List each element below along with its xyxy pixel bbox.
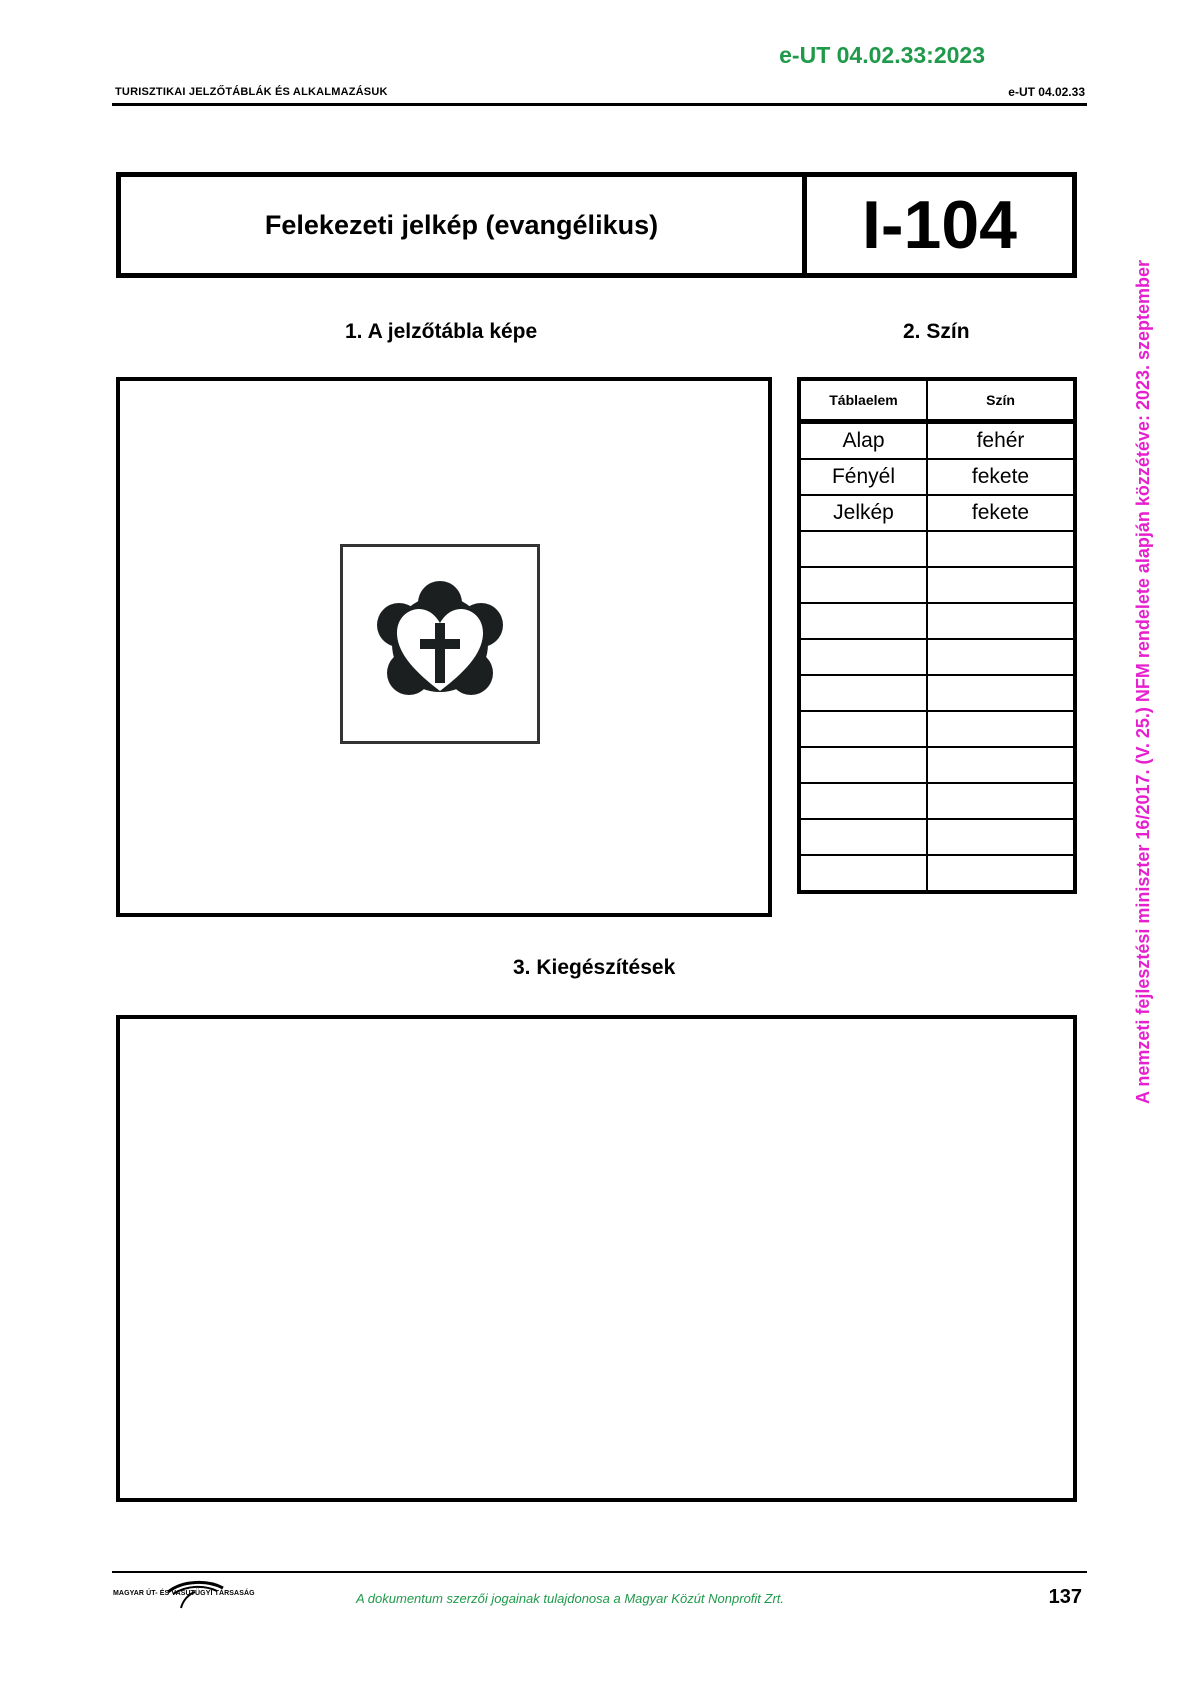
page-number: 137 — [1048, 1586, 1082, 1608]
table-cell — [799, 531, 927, 567]
table-cell — [927, 567, 1075, 603]
table-cell — [799, 567, 927, 603]
side-publication-note: A nemzeti fejlesztési miniszter 16/2017. (V. 25.) NFM rendelete alapján közzétéve: 2023. szeptember — [1133, 259, 1153, 1104]
color-table-header-color: Szín — [927, 379, 1075, 422]
table-row — [799, 567, 1075, 603]
table-cell — [927, 747, 1075, 783]
table-cell — [799, 639, 927, 675]
table-cell — [927, 531, 1075, 567]
sign-image — [340, 544, 540, 744]
table-row — [799, 422, 1075, 460]
header-code: e-UT 04.02.33 — [1008, 85, 1085, 99]
table-cell: Jelkép — [799, 495, 927, 531]
table-cell — [799, 675, 927, 711]
table-cell: fekete — [927, 459, 1075, 495]
lutheran-rose-icon — [343, 547, 537, 741]
table-cell — [799, 855, 927, 892]
footer-logo-text: MAGYAR ÚT- ÉS VASÚTÜGYI TÁRSASÁG — [113, 1590, 255, 1597]
sign-title-box — [116, 172, 1077, 278]
table-cell — [927, 639, 1075, 675]
document-code: e-UT 04.02.33:2023 — [779, 42, 985, 68]
table-row — [799, 855, 1075, 892]
table-row — [799, 711, 1075, 747]
table-row — [799, 639, 1075, 675]
table-cell — [927, 711, 1075, 747]
table-row — [799, 459, 1075, 495]
table-row — [799, 819, 1075, 855]
table-cell — [927, 819, 1075, 855]
color-table-header — [799, 379, 1075, 422]
color-table — [797, 377, 1077, 894]
table-cell — [799, 747, 927, 783]
header-title: TURISZTIKAI JELZŐTÁBLÁK ÉS ALKALMAZÁSUK — [115, 86, 388, 98]
table-cell — [927, 603, 1075, 639]
section-supplement-label: 3. Kiegészítések — [513, 956, 676, 979]
supplement-box — [116, 1015, 1077, 1502]
sign-name: Felekezeti jelkép (evangélikus) — [121, 177, 807, 273]
table-cell — [927, 783, 1075, 819]
table-row — [799, 783, 1075, 819]
table-cell — [799, 603, 927, 639]
header-rule — [112, 103, 1087, 106]
table-row — [799, 747, 1075, 783]
color-table-header-element: Táblaelem — [799, 379, 927, 422]
table-row — [799, 675, 1075, 711]
table-cell — [927, 675, 1075, 711]
section-color-label: 2. Szín — [903, 320, 970, 343]
table-cell — [799, 783, 927, 819]
table-row — [799, 603, 1075, 639]
footer-rule — [112, 1571, 1087, 1573]
footer-copyright: A dokumentum szerzői jogainak tulajdonosa a Magyar Közút Nonprofit Zrt. — [356, 1591, 785, 1606]
table-cell — [927, 855, 1075, 892]
section-image-label: 1. A jelzőtábla képe — [345, 320, 538, 343]
table-cell: fehér — [927, 422, 1075, 460]
table-cell — [799, 711, 927, 747]
sign-code: I-104 — [862, 187, 1017, 263]
table-cell — [799, 819, 927, 855]
table-cell: fekete — [927, 495, 1075, 531]
table-row — [799, 495, 1075, 531]
table-row — [799, 531, 1075, 567]
table-cell: Fényél — [799, 459, 927, 495]
table-cell: Alap — [799, 422, 927, 460]
